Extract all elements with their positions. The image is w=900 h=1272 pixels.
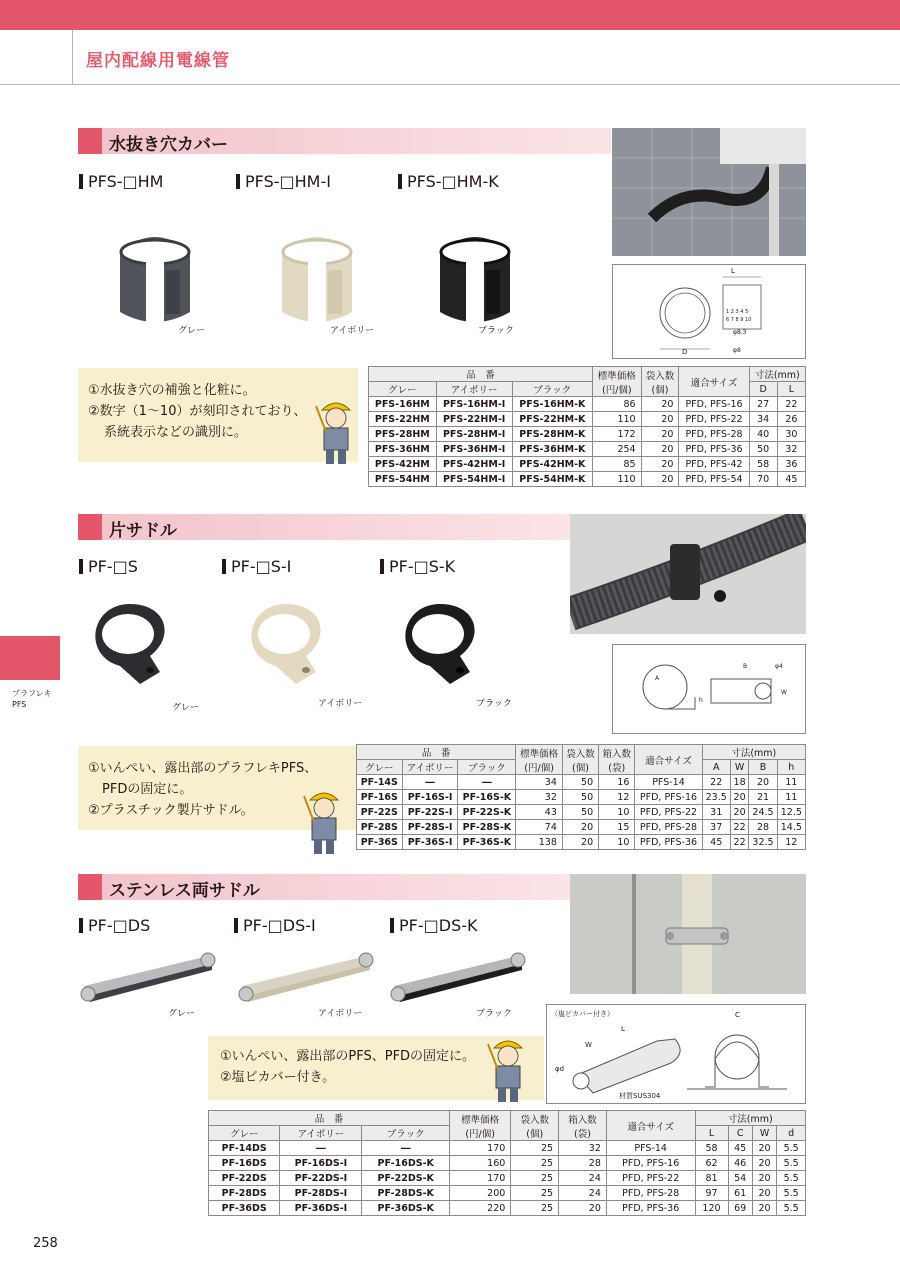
table-cell: 86	[593, 397, 642, 412]
table-cell: PFS-22HM	[369, 412, 437, 427]
table-cell: PFS-22HM-K	[512, 412, 592, 427]
section-mark	[78, 128, 102, 154]
table-row	[357, 820, 806, 835]
table-cell: 28	[749, 820, 777, 835]
dim-c-label: C	[735, 1011, 740, 1019]
table-row	[357, 775, 806, 790]
table-cell: PF-16DS-K	[362, 1156, 450, 1171]
table-cell: ―	[280, 1141, 362, 1156]
table-cell: 50	[749, 442, 777, 457]
col-header: 袋入数 (個)	[641, 367, 679, 397]
table-row	[357, 790, 806, 805]
model-name: PF-□S-I	[231, 557, 292, 576]
table-cell: ―	[402, 775, 458, 790]
model-label	[398, 172, 499, 191]
dim-b-label: B	[743, 663, 748, 670]
table-cell: PF-36DS-I	[280, 1201, 362, 1216]
install-photo	[612, 128, 806, 256]
table-row	[369, 427, 806, 442]
table-cell: 32	[559, 1141, 607, 1156]
table-cell: 10	[599, 805, 635, 820]
col-header: アイボリー	[436, 382, 512, 397]
col-header: C	[728, 1126, 752, 1141]
side-index-label	[12, 688, 52, 710]
section-header	[78, 514, 570, 540]
table-cell: PFS-28HM-K	[512, 427, 592, 442]
col-header: D	[749, 382, 777, 397]
col-header: グレー	[357, 760, 403, 775]
table-cell: 24	[559, 1186, 607, 1201]
table-cell: 20	[641, 427, 679, 442]
feature-line: ②塩ビカバー付き。	[220, 1070, 336, 1085]
color-caption: グレー	[178, 326, 206, 336]
table-cell: PFS-36HM	[369, 442, 437, 457]
col-header: B	[749, 760, 777, 775]
table-cell: 37	[702, 820, 730, 835]
table-cell: 20	[641, 397, 679, 412]
table-cell: PFS-28HM	[369, 427, 437, 442]
col-header: 寸法(mm)	[695, 1111, 806, 1126]
model-label	[236, 172, 331, 191]
table-cell: PFD, PFS-22	[606, 1171, 695, 1186]
model-label	[79, 172, 163, 191]
table-row	[369, 442, 806, 457]
table-cell: PF-36DS	[209, 1201, 280, 1216]
table-row	[369, 472, 806, 487]
table-cell: PF-22DS-K	[362, 1171, 450, 1186]
table-cell: 25	[511, 1201, 559, 1216]
table-cell: 16	[599, 775, 635, 790]
table-cell: PF-16S-K	[458, 790, 516, 805]
table-cell: 20	[730, 805, 748, 820]
dimension-drawing	[612, 264, 806, 359]
col-header: 寸法(mm)	[702, 745, 805, 760]
col-header: グレー	[369, 382, 437, 397]
table-cell: 11	[777, 775, 805, 790]
table-cell: ―	[362, 1141, 450, 1156]
table-cell: PFS-42HM-K	[512, 457, 592, 472]
table-cell: PF-14S	[357, 775, 403, 790]
dim-phi2-label: φ8	[733, 347, 741, 354]
col-header: A	[702, 760, 730, 775]
col-header: h	[777, 760, 805, 775]
table-cell: 20	[730, 790, 748, 805]
model-name: PFS-□HM	[88, 172, 164, 191]
table-cell: PF-16S	[357, 790, 403, 805]
col-header: ブラック	[512, 382, 592, 397]
dimension-drawing	[612, 644, 806, 734]
feature-line: ②数字（1～10）が刻印されており、	[88, 404, 307, 419]
col-header: 箱入数 (袋)	[599, 745, 635, 775]
table-cell: PFD, PFS-16	[679, 397, 749, 412]
table-cell: 69	[728, 1201, 752, 1216]
col-header: 標準価格 (円/個)	[516, 745, 563, 775]
dim-l-label: L	[621, 1025, 625, 1033]
table-cell: 25	[511, 1156, 559, 1171]
ivory-cover-image	[272, 222, 362, 332]
table-cell: 160	[449, 1156, 510, 1171]
table-cell: 50	[562, 790, 598, 805]
black-cover-image	[430, 222, 520, 332]
table-row	[357, 835, 806, 850]
table-cell: PFS-36HM-I	[436, 442, 512, 457]
table-cell: 61	[728, 1186, 752, 1201]
col-header: アイボリー	[280, 1126, 362, 1141]
table-cell: 36	[777, 457, 805, 472]
spec-table	[356, 744, 806, 850]
model-label	[222, 557, 291, 576]
table-cell: PFS-28HM-I	[436, 427, 512, 442]
table-cell: 220	[449, 1201, 510, 1216]
worker-mascot-icon	[312, 396, 360, 466]
table-cell: 170	[449, 1141, 510, 1156]
feature-line: ②プラスチック製片サドル。	[88, 803, 254, 818]
model-name: PFS-□HM-I	[245, 172, 331, 191]
table-row	[209, 1141, 806, 1156]
table-cell: 172	[593, 427, 642, 442]
col-header: 寸法(mm)	[749, 367, 805, 382]
col-header: W	[752, 1126, 776, 1141]
install-photo	[570, 514, 806, 634]
section-mark	[78, 874, 102, 900]
model-label	[380, 557, 455, 576]
col-header: 袋入数 (個)	[511, 1111, 559, 1141]
color-caption: ブラック	[476, 699, 512, 709]
dim-phid-label: φd	[555, 1065, 565, 1073]
table-cell: PFD, PFS-16	[635, 790, 702, 805]
table-cell: 32.5	[749, 835, 777, 850]
table-cell: 58	[695, 1141, 728, 1156]
table-cell: PFD, PFS-28	[635, 820, 702, 835]
table-cell: 24.5	[749, 805, 777, 820]
table-cell: PF-14DS	[209, 1141, 280, 1156]
table-cell: 20	[562, 835, 598, 850]
table-cell: PF-28DS-K	[362, 1186, 450, 1201]
table-cell: 110	[593, 412, 642, 427]
color-caption: グレー	[168, 1009, 196, 1019]
table-cell: PF-28DS-I	[280, 1186, 362, 1201]
col-header: L	[777, 382, 805, 397]
side-label-line1: プラフレキ	[12, 689, 52, 698]
table-cell: PFS-14	[606, 1141, 695, 1156]
table-cell: 45	[702, 835, 730, 850]
col-header: 適合サイズ	[635, 745, 702, 775]
table-cell: 32	[516, 790, 563, 805]
table-cell: PF-36S	[357, 835, 403, 850]
table-cell: 20	[752, 1171, 776, 1186]
table-cell: PFD, PFS-28	[606, 1186, 695, 1201]
dimension-drawing	[546, 1004, 806, 1104]
table-cell: 24	[559, 1171, 607, 1186]
col-header: ブラック	[458, 760, 516, 775]
table-cell: PFD, PFS-22	[635, 805, 702, 820]
table-cell: PFS-42HM	[369, 457, 437, 472]
table-cell: 81	[695, 1171, 728, 1186]
section-header	[78, 128, 611, 154]
table-cell: PFS-16HM-I	[436, 397, 512, 412]
table-cell: 22	[702, 775, 730, 790]
table-cell: 25	[511, 1141, 559, 1156]
table-cell: 18	[730, 775, 748, 790]
table-row	[357, 805, 806, 820]
model-name: PF-□DS	[88, 916, 151, 935]
model-label	[79, 557, 138, 576]
header-rule	[0, 84, 900, 85]
table-cell: 50	[562, 775, 598, 790]
table-cell: 32	[777, 442, 805, 457]
feature-line: 系統表示などの識別に。	[104, 425, 248, 440]
table-row	[209, 1171, 806, 1186]
table-cell: PF-36DS-K	[362, 1201, 450, 1216]
table-cell: 31	[702, 805, 730, 820]
table-row	[209, 1156, 806, 1171]
table-cell: PFS-54HM-I	[436, 472, 512, 487]
table-cell: PFD, PFS-36	[635, 835, 702, 850]
model-label	[390, 916, 477, 935]
table-cell: 12.5	[777, 805, 805, 820]
col-header: W	[730, 760, 748, 775]
table-cell: 20	[752, 1156, 776, 1171]
table-cell: PF-22DS	[209, 1171, 280, 1186]
color-caption: ブラック	[478, 326, 514, 336]
page-category-title: 屋内配線用電線管	[86, 51, 230, 71]
col-header: 適合サイズ	[679, 367, 749, 397]
dim-phi-label: φ8.3	[733, 329, 747, 336]
table-cell: 97	[695, 1186, 728, 1201]
table-cell: 20	[752, 1186, 776, 1201]
table-cell: PF-16DS-I	[280, 1156, 362, 1171]
feature-line: ①いんぺい、露出部のPFS、PFDの固定に。	[220, 1049, 476, 1064]
table-cell: 46	[728, 1156, 752, 1171]
table-cell: 22	[730, 835, 748, 850]
header-divider	[72, 30, 73, 85]
table-cell: 5.5	[777, 1141, 806, 1156]
table-cell: 110	[593, 472, 642, 487]
col-header: 品 番	[209, 1111, 450, 1126]
table-cell: 25	[511, 1171, 559, 1186]
ivory-saddle-image	[236, 596, 336, 700]
col-header: 標準価格 (円/個)	[593, 367, 642, 397]
side-index-tab	[0, 636, 60, 680]
table-row	[209, 1201, 806, 1216]
table-cell: PFD, PFS-28	[679, 427, 749, 442]
table-cell: 85	[593, 457, 642, 472]
col-header: 袋入数 (個)	[562, 745, 598, 775]
model-name: PF-□DS-I	[243, 916, 316, 935]
table-cell: 20	[641, 457, 679, 472]
col-header: 品 番	[369, 367, 593, 382]
color-caption: アイボリー	[318, 1009, 363, 1019]
table-cell: PF-36S-K	[458, 835, 516, 850]
model-label	[79, 916, 150, 935]
top-color-bar	[0, 0, 900, 30]
dim-phi-label: φ4	[775, 663, 783, 670]
install-photo	[570, 874, 806, 994]
table-cell: 20	[641, 442, 679, 457]
model-name: PFS-□HM-K	[407, 172, 499, 191]
table-cell: PFS-54HM-K	[512, 472, 592, 487]
table-cell: 23.5	[702, 790, 730, 805]
table-row	[369, 397, 806, 412]
drawing-note: （塩ビカバー付き）	[551, 1010, 614, 1018]
table-cell: PFS-54HM	[369, 472, 437, 487]
color-caption: アイボリー	[318, 699, 363, 709]
col-header: アイボリー	[402, 760, 458, 775]
table-cell: 28	[559, 1156, 607, 1171]
table-cell: 21	[749, 790, 777, 805]
table-cell: 20	[641, 412, 679, 427]
table-cell: 11	[777, 790, 805, 805]
table-cell: 40	[749, 427, 777, 442]
table-cell: 20	[559, 1201, 607, 1216]
col-header: 適合サイズ	[606, 1111, 695, 1141]
col-header: d	[777, 1126, 806, 1141]
table-cell: PFS-16HM-K	[512, 397, 592, 412]
spec-table	[208, 1110, 806, 1216]
dim-l-label: L	[731, 267, 735, 275]
table-cell: PF-28S-I	[402, 820, 458, 835]
col-header: グレー	[209, 1126, 280, 1141]
table-cell: 200	[449, 1186, 510, 1201]
table-row	[209, 1186, 806, 1201]
table-cell: 5.5	[777, 1171, 806, 1186]
model-label	[234, 916, 316, 935]
side-label-line2: PFS	[12, 700, 27, 709]
color-caption: アイボリー	[330, 326, 375, 336]
table-cell: 138	[516, 835, 563, 850]
section-mark	[78, 514, 102, 540]
col-header: 箱入数 (袋)	[559, 1111, 607, 1141]
table-cell: PF-36S-I	[402, 835, 458, 850]
table-cell: 10	[599, 835, 635, 850]
dim-d-label: D	[682, 348, 688, 356]
col-header: L	[695, 1126, 728, 1141]
table-cell: PF-22DS-I	[280, 1171, 362, 1186]
table-cell: PFS-14	[635, 775, 702, 790]
table-cell: PF-16S-I	[402, 790, 458, 805]
table-cell: 22	[777, 397, 805, 412]
feature-line: PFDの固定に。	[102, 782, 193, 797]
table-cell: 20	[641, 472, 679, 487]
model-name: PF-□S	[88, 557, 138, 576]
digits-row1: 1 2 3 4 5	[726, 309, 749, 315]
table-cell: 26	[777, 412, 805, 427]
table-cell: 5.5	[777, 1201, 806, 1216]
page-number: 258	[33, 1236, 58, 1251]
table-cell: 45	[728, 1141, 752, 1156]
table-cell: 62	[695, 1156, 728, 1171]
model-name: PF-□S-K	[389, 557, 456, 576]
table-cell: 34	[749, 412, 777, 427]
col-header: ブラック	[362, 1126, 450, 1141]
feature-line: ①いんぺい、露出部のプラフレキPFS、	[88, 761, 318, 776]
material-note: 材質SUS304	[619, 1092, 661, 1100]
spec-table	[368, 366, 806, 487]
table-cell: 5.5	[777, 1156, 806, 1171]
table-cell: 74	[516, 820, 563, 835]
table-cell: 170	[449, 1171, 510, 1186]
table-cell: 20	[752, 1201, 776, 1216]
table-cell: PFS-16HM	[369, 397, 437, 412]
table-cell: 12	[599, 790, 635, 805]
table-cell: 14.5	[777, 820, 805, 835]
table-cell: 43	[516, 805, 563, 820]
table-row	[369, 457, 806, 472]
table-cell: 30	[777, 427, 805, 442]
table-cell: 27	[749, 397, 777, 412]
worker-mascot-icon	[300, 786, 348, 856]
table-cell: 45	[777, 472, 805, 487]
section-title: 水抜き穴カバー	[109, 135, 228, 155]
table-cell: PFD, PFS-22	[679, 412, 749, 427]
gray-saddle-image	[80, 596, 180, 700]
table-cell: 58	[749, 457, 777, 472]
table-cell: 50	[562, 805, 598, 820]
table-cell: 20	[749, 775, 777, 790]
table-cell: PFD, PFS-36	[679, 442, 749, 457]
table-cell: 254	[593, 442, 642, 457]
table-cell: PFD, PFS-42	[679, 457, 749, 472]
table-cell: PFD, PFS-36	[606, 1201, 695, 1216]
table-cell: PFD, PFS-54	[679, 472, 749, 487]
table-cell: 70	[749, 472, 777, 487]
section-title: 片サドル	[109, 521, 177, 541]
table-cell: PF-22S-K	[458, 805, 516, 820]
table-cell: PF-28S-K	[458, 820, 516, 835]
table-cell: PFS-22HM-I	[436, 412, 512, 427]
worker-mascot-icon	[484, 1034, 532, 1104]
dim-a-label: A	[655, 675, 660, 682]
table-cell: 12	[777, 835, 805, 850]
table-cell: PF-22S-I	[402, 805, 458, 820]
table-cell: PFS-42HM-I	[436, 457, 512, 472]
color-caption: グレー	[172, 703, 200, 713]
table-cell: ―	[458, 775, 516, 790]
black-saddle-image	[390, 596, 490, 700]
table-cell: 25	[511, 1186, 559, 1201]
table-cell: PFD, PFS-16	[606, 1156, 695, 1171]
table-cell: 20	[752, 1141, 776, 1156]
table-cell: 20	[562, 820, 598, 835]
gray-cover-image	[110, 222, 200, 332]
table-cell: PF-28S	[357, 820, 403, 835]
table-cell: PF-22S	[357, 805, 403, 820]
col-header: 品 番	[357, 745, 516, 760]
table-row	[369, 412, 806, 427]
section-title: ステンレス両サドル	[109, 881, 260, 901]
table-cell: PF-28DS	[209, 1186, 280, 1201]
table-cell: 5.5	[777, 1186, 806, 1201]
color-caption: ブラック	[476, 1009, 512, 1019]
dim-h-label: h	[699, 697, 703, 704]
gray-double-saddle-image	[78, 946, 218, 1016]
section-header	[78, 874, 570, 900]
digits-row2: 6 7 8 9 10	[726, 317, 752, 323]
table-cell: 22	[730, 820, 748, 835]
table-cell: 15	[599, 820, 635, 835]
table-cell: 54	[728, 1171, 752, 1186]
feature-line: ①水抜き穴の補強と化粧に。	[88, 383, 256, 398]
dim-w-label: W	[585, 1041, 592, 1049]
dim-w-label: W	[781, 689, 787, 696]
col-header: 標準価格 (円/個)	[449, 1111, 510, 1141]
table-cell: 120	[695, 1201, 728, 1216]
table-cell: PF-16DS	[209, 1156, 280, 1171]
model-name: PF-□DS-K	[399, 916, 478, 935]
table-cell: PFS-36HM-K	[512, 442, 592, 457]
table-cell: 34	[516, 775, 563, 790]
